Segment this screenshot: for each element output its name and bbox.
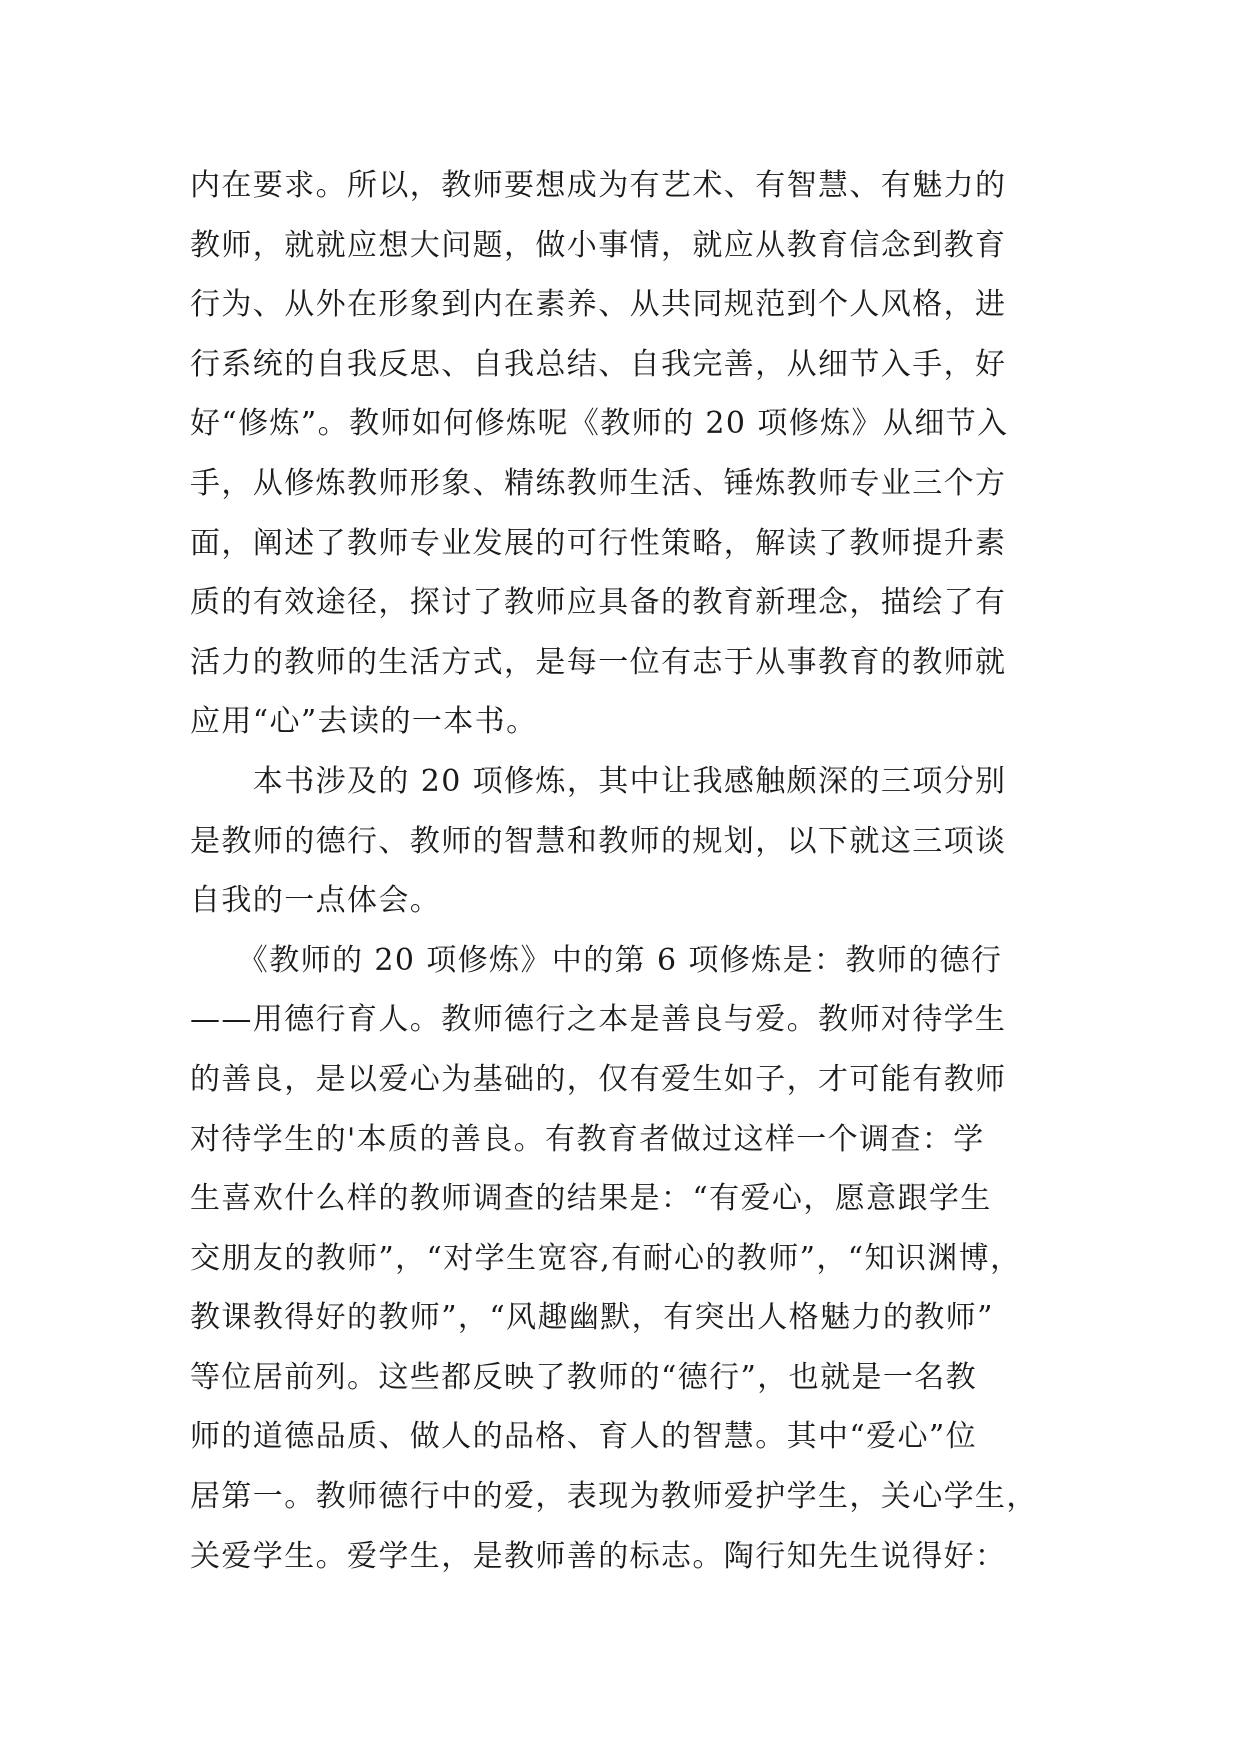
text-line: 是教师的德行、教师的智慧和教师的规划，以下就这三项谈 [190, 823, 1007, 859]
text-line: 行为、从外在形象到内在素养、从共同规范到个人风格，进 [190, 287, 1007, 323]
text-line: 的善良，是以爱心为基础的，仅有爱生如子，才可能有教师 [190, 1061, 1007, 1097]
text-line: 好“修炼”。教师如何修炼呢《教师的 20 项修炼》从细节入 [190, 406, 1009, 442]
text-line: 应用“心”去读的一本书。 [190, 704, 538, 740]
text-line: 等位居前列。这些都反映了教师的“德行”，也就是一名教 [190, 1359, 978, 1395]
text-line: 活力的教师的生活方式，是每一位有志于从事教育的教师就 [190, 644, 1007, 680]
text-line: 质的有效途径，探讨了教师应具备的教育新理念，描绘了有 [190, 585, 1007, 621]
text-line: 教师，就就应想大问题，做小事情，就应从教育信念到教育 [190, 227, 1007, 263]
text-line: ——用德行育人。教师德行之本是善良与爱。教师对待学生 [190, 1002, 1007, 1038]
text-line: 教课教得好的教师”，“风趣幽默，有突出人格魅力的教师” [190, 1300, 994, 1336]
text-line: 自我的一点体会。 [190, 883, 442, 919]
text-line: 交朋友的教师”，“对学生宽容,有耐心的教师”，“知识渊博， [190, 1240, 1022, 1276]
text-line: 师的道德品质、做人的品格、育人的智慧。其中“爱心”位 [190, 1419, 978, 1455]
text-line: 对待学生的'本质的善良。有教育者做过这样一个调查：学 [190, 1121, 985, 1157]
text-line: 行系统的自我反思、自我总结、自我完善，从细节入手，好 [190, 346, 1007, 382]
text-line: 关爱学生。爱学生，是教师善的标志。陶行知先生说得好： [190, 1538, 1007, 1574]
text-line: 手，从修炼教师形象、精练教师生活、锤炼教师专业三个方 [190, 465, 1007, 501]
text-line: 内在要求。所以，教师要想成为有艺术、有智慧、有魅力的 [190, 168, 1007, 203]
text-line: 居第一。教师德行中的爱，表现为教师爱护学生，关心学生， [190, 1479, 1038, 1515]
text-line: 《教师的 20 项修炼》中的第 6 项修炼是：教师的德行 [190, 942, 1003, 978]
text-line: 面，阐述了教师专业发展的可行性策略，解读了教师提升素 [190, 525, 1007, 561]
text-line: 本书涉及的 20 项修炼，其中让我感触颇深的三项分别 [190, 763, 1007, 799]
text-line: 生喜欢什么样的教师调查的结果是：“有爱心，愿意跟学生 [190, 1181, 992, 1217]
body-text [190, 156, 1070, 1586]
